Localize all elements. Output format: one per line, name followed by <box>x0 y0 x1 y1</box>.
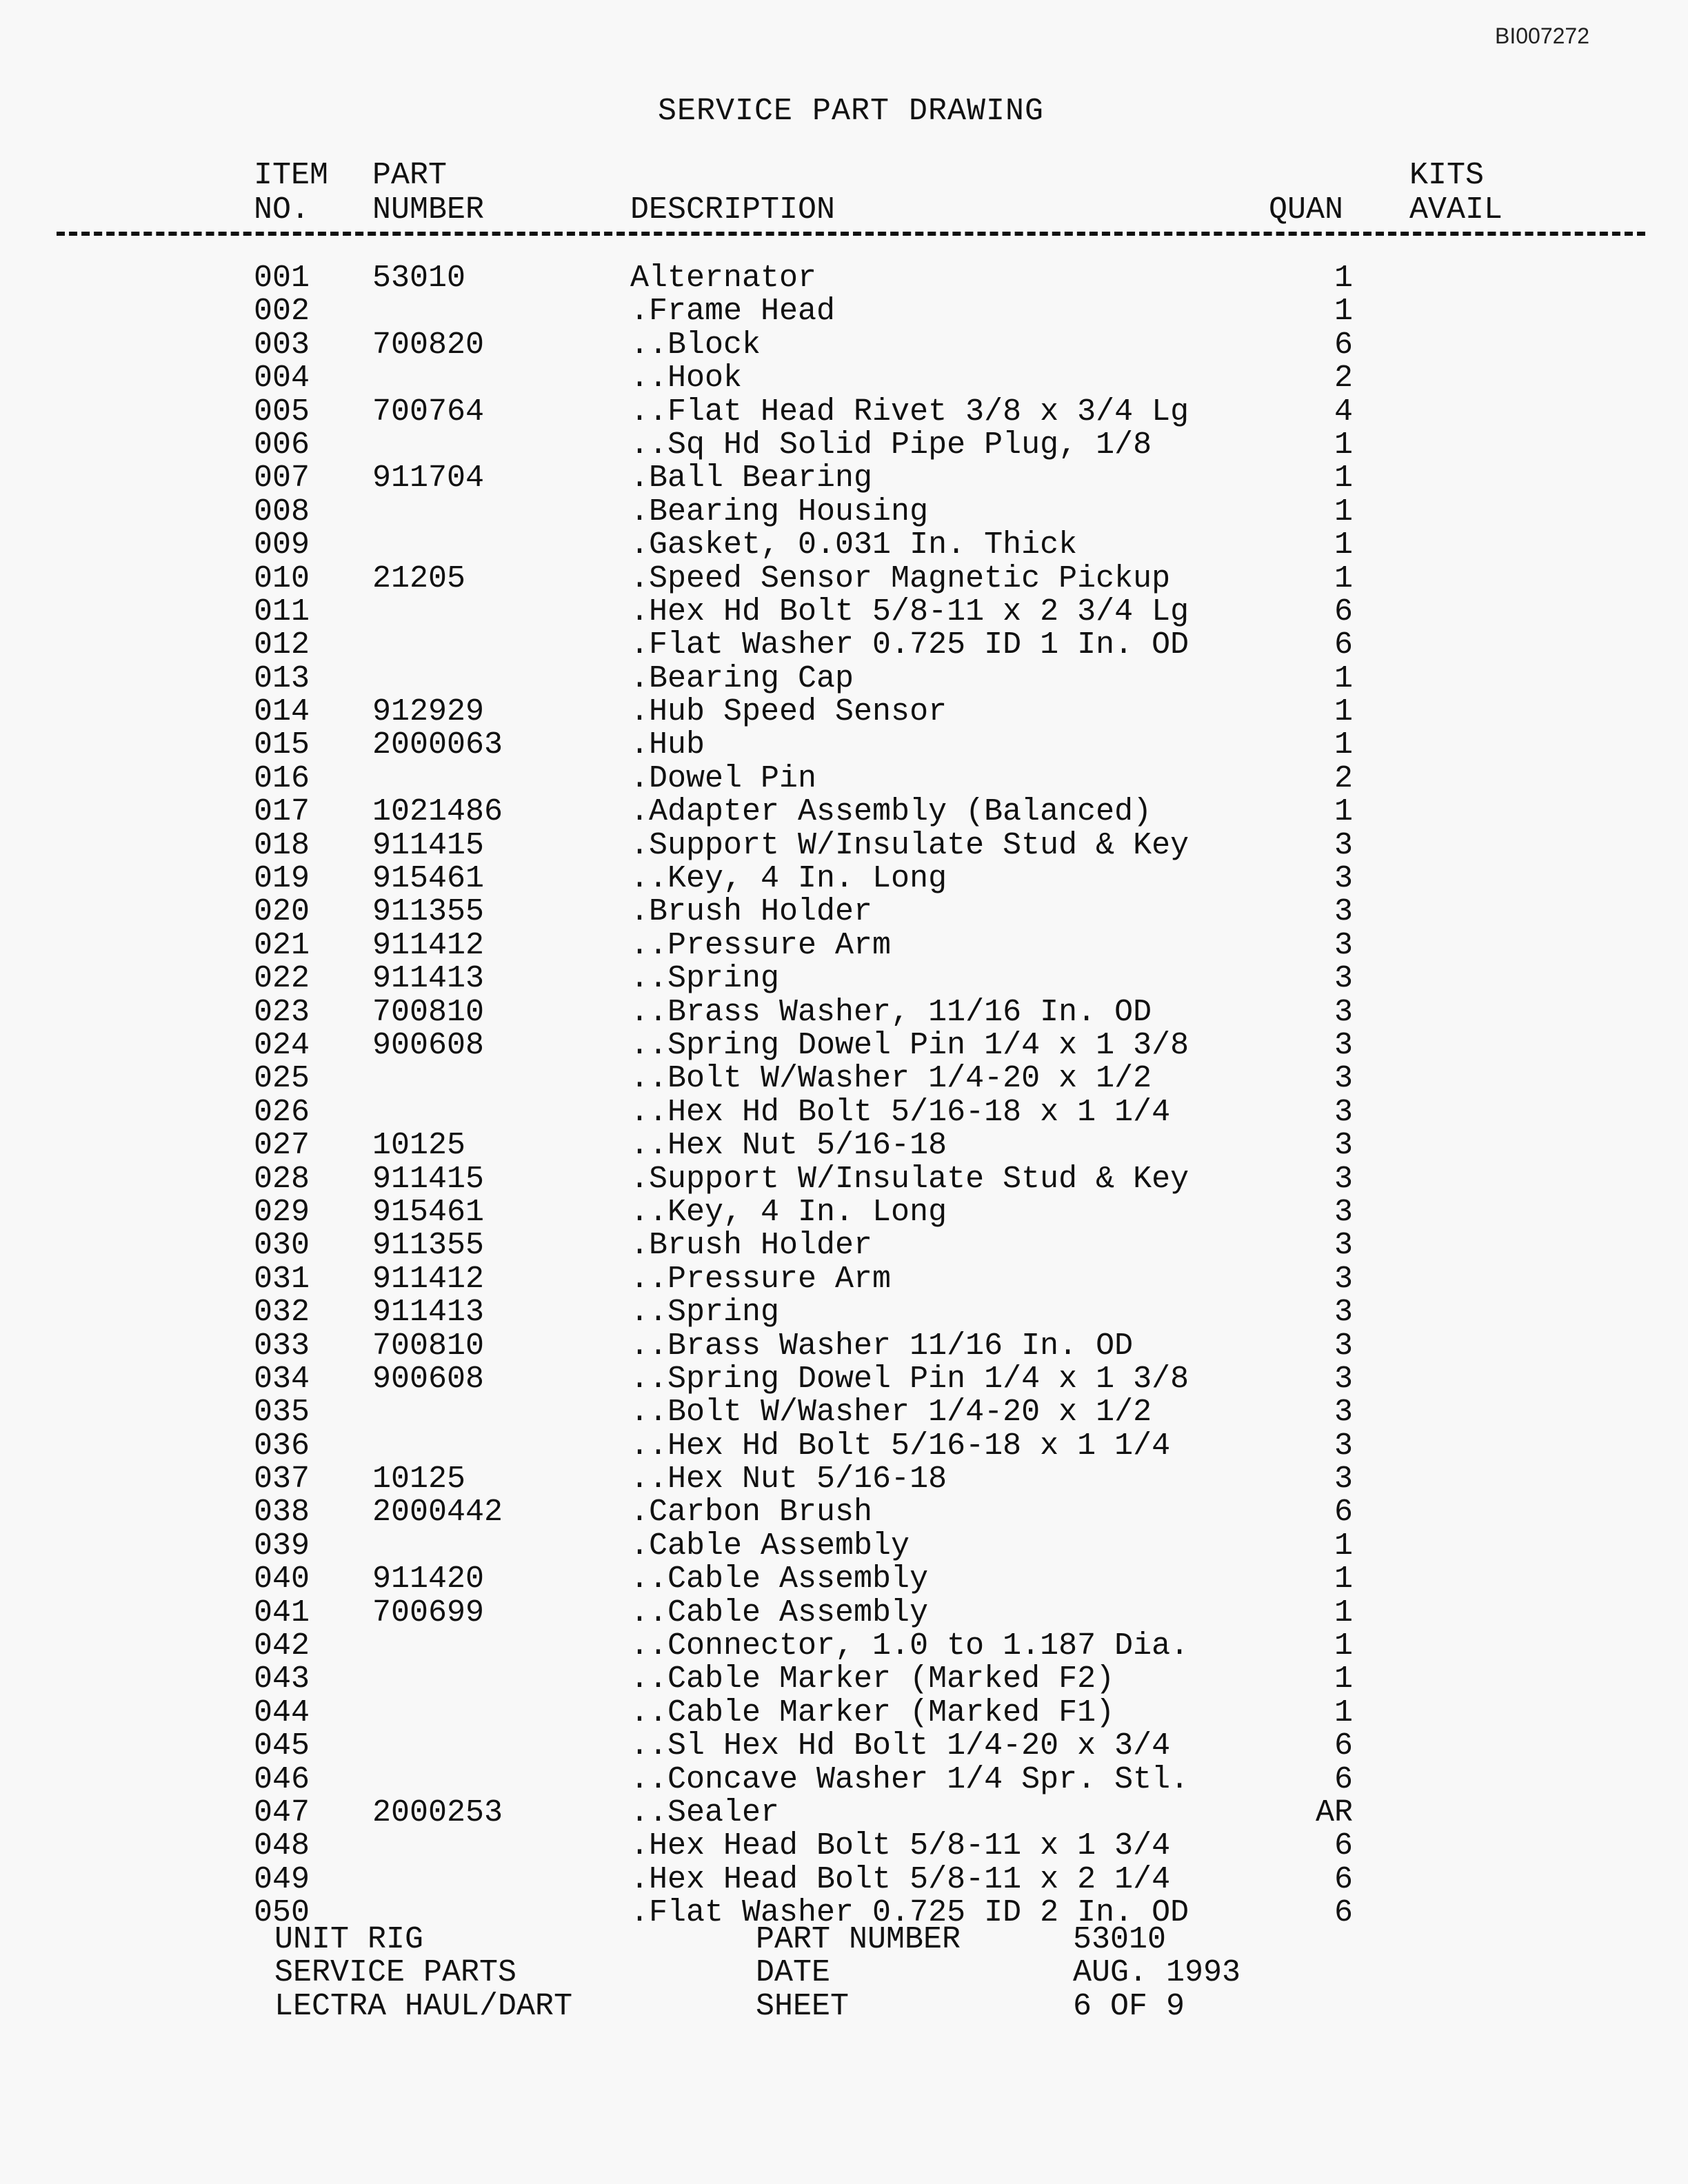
item-number: 013 <box>254 660 310 696</box>
part-description: ..Brass Washer, 11/16 In. OD <box>630 994 1152 1030</box>
part-number: 10125 <box>372 1128 466 1164</box>
item-number: 032 <box>254 1295 310 1331</box>
item-number: 042 <box>254 1628 310 1664</box>
title-block-row <box>0 1957 1688 1990</box>
table-row <box>0 295 1688 328</box>
table-row <box>0 1563 1688 1596</box>
header-divider <box>57 232 1645 236</box>
item-number: 018 <box>254 827 310 863</box>
table-row <box>0 1396 1688 1429</box>
table-row <box>0 329 1688 362</box>
quantity: 3 <box>1334 1094 1353 1130</box>
quantity: 2 <box>1334 361 1353 396</box>
quantity: 1 <box>1334 461 1353 496</box>
page-title: SERVICE PART DRAWING <box>657 94 1045 129</box>
part-number: 912929 <box>372 694 485 730</box>
item-number: 038 <box>254 1495 310 1530</box>
item-number: 046 <box>254 1761 310 1797</box>
part-number: 700810 <box>372 994 485 1030</box>
item-number: 043 <box>254 1661 310 1697</box>
item-number: 016 <box>254 760 310 796</box>
item-number: 009 <box>254 527 310 563</box>
part-number: 700820 <box>372 327 485 363</box>
part-number: 911420 <box>372 1561 485 1597</box>
title-block-row <box>0 1923 1688 1957</box>
part-description: ..Hex Nut 5/16-18 <box>630 1462 947 1497</box>
quantity: 1 <box>1334 294 1353 330</box>
quantity: 6 <box>1334 1861 1353 1897</box>
part-number: 911413 <box>372 961 485 997</box>
item-number: 010 <box>254 560 310 596</box>
part-description: .Cable Assembly <box>630 1528 910 1564</box>
title-block <box>0 1923 1688 2023</box>
item-number: 028 <box>254 1161 310 1197</box>
item-number: 048 <box>254 1828 310 1864</box>
table-row <box>0 1730 1688 1763</box>
table-row <box>0 1794 1688 1830</box>
part-number-label: PART NUMBER <box>756 1922 961 1957</box>
table-row <box>0 362 1688 395</box>
part-description: .Ball Bearing <box>630 461 873 496</box>
part-description: ..Spring <box>630 961 780 997</box>
item-number: 017 <box>254 794 310 830</box>
table-row <box>0 429 1688 462</box>
table-row <box>0 1363 1688 1396</box>
part-description: .Speed Sensor Magnetic Pickup <box>630 560 1171 596</box>
date-value: AUG. 1993 <box>1073 1955 1241 1991</box>
quantity: 1 <box>1334 1628 1353 1664</box>
header-quantity: QUAN <box>1269 192 1344 228</box>
quantity: 3 <box>1334 1395 1353 1430</box>
item-number: 029 <box>254 1194 310 1230</box>
part-description: .Dowel Pin <box>630 760 817 796</box>
quantity: 3 <box>1334 927 1353 963</box>
part-number: 911412 <box>372 927 485 963</box>
table-row <box>0 529 1688 562</box>
quantity: 1 <box>1334 427 1353 463</box>
part-description: ..Key, 4 In. Long <box>630 1194 947 1230</box>
part-number: 2000063 <box>372 727 503 763</box>
item-number: 026 <box>254 1094 310 1130</box>
part-description: ..Block <box>630 327 761 363</box>
quantity: 3 <box>1334 894 1353 930</box>
product-name: LECTRA HAUL/DART <box>274 1988 573 2024</box>
table-row <box>0 462 1688 495</box>
sheet-label: SHEET <box>756 1988 850 2024</box>
item-number: 005 <box>254 394 310 429</box>
part-description: ..Spring Dowel Pin 1/4 x 1 3/8 <box>630 1361 1189 1397</box>
part-number: 911704 <box>372 461 485 496</box>
quantity: 1 <box>1334 1695 1353 1730</box>
quantity: 1 <box>1334 261 1353 296</box>
table-row <box>0 1630 1688 1663</box>
item-number: 023 <box>254 994 310 1030</box>
table-row <box>0 696 1688 729</box>
department-name: SERVICE PARTS <box>274 1955 517 1991</box>
part-number: 911355 <box>372 894 485 930</box>
item-number: 014 <box>254 694 310 730</box>
item-number: 022 <box>254 961 310 997</box>
part-number: 915461 <box>372 1194 485 1230</box>
part-description: ..Cable Marker (Marked F2) <box>630 1661 1115 1697</box>
part-description: .Hub Speed Sensor <box>630 694 947 730</box>
part-description: ..Bolt W/Washer 1/4-20 x 1/2 <box>630 1061 1152 1097</box>
quantity: 1 <box>1334 660 1353 696</box>
table-row <box>0 496 1688 529</box>
part-number: 10125 <box>372 1462 466 1497</box>
part-description: ..Sl Hex Hd Bolt 1/4-20 x 3/4 <box>630 1728 1171 1764</box>
part-description: .Frame Head <box>630 294 836 330</box>
part-description: ..Key, 4 In. Long <box>630 861 947 897</box>
sheet-value: 6 OF 9 <box>1073 1988 1185 2024</box>
part-description: .Bearing Cap <box>630 660 854 696</box>
quantity: 1 <box>1334 527 1353 563</box>
item-number: 008 <box>254 494 310 529</box>
item-number: 011 <box>254 594 310 629</box>
quantity: 1 <box>1334 1661 1353 1697</box>
quantity: 3 <box>1334 1462 1353 1497</box>
quantity: 3 <box>1334 1261 1353 1297</box>
table-row <box>0 1263 1688 1296</box>
table-row <box>0 1663 1688 1696</box>
part-description: ..Sq Hd Solid Pipe Plug, 1/8 <box>630 427 1152 463</box>
table-row <box>0 629 1688 662</box>
part-description: ..Brass Washer 11/16 In. OD <box>630 1328 1134 1364</box>
part-description: ..Cable Assembly <box>630 1595 929 1630</box>
company-name: UNIT RIG <box>274 1922 424 1957</box>
quantity: 1 <box>1334 1528 1353 1564</box>
header-description: DESCRIPTION <box>630 192 836 228</box>
table-row <box>0 1830 1688 1863</box>
quantity: 3 <box>1334 1361 1353 1397</box>
table-row <box>0 560 1688 596</box>
part-description: ..Concave Washer 1/4 Spr. Stl. <box>630 1761 1189 1797</box>
item-number: 007 <box>254 461 310 496</box>
quantity: 3 <box>1334 827 1353 863</box>
quantity: 1 <box>1334 794 1353 830</box>
quantity: 6 <box>1334 594 1353 629</box>
table-row <box>0 1530 1688 1563</box>
item-number: 015 <box>254 727 310 763</box>
part-number: 915461 <box>372 861 485 897</box>
quantity: 6 <box>1334 1828 1353 1864</box>
quantity: 6 <box>1334 327 1353 363</box>
table-row <box>0 1029 1688 1062</box>
table-row <box>0 1196 1688 1229</box>
quantity: 3 <box>1334 1027 1353 1063</box>
table-row <box>0 1296 1688 1329</box>
table-row <box>0 1129 1688 1162</box>
part-description: .Bearing Housing <box>630 494 929 529</box>
item-number: 030 <box>254 1228 310 1264</box>
table-row <box>0 1763 1688 1797</box>
part-description: ..Pressure Arm <box>630 927 892 963</box>
parts-table <box>0 262 1688 1930</box>
item-number: 024 <box>254 1027 310 1063</box>
part-description: .Hex Head Bolt 5/8-11 x 1 3/4 <box>630 1828 1171 1864</box>
part-description: .Hub <box>630 727 705 763</box>
quantity: 3 <box>1334 1328 1353 1364</box>
table-row <box>0 962 1688 995</box>
part-description: .Adapter Assembly (Balanced) <box>630 794 1152 830</box>
part-number: 2000442 <box>372 1495 503 1530</box>
item-number: 002 <box>254 294 310 330</box>
part-number: 1021486 <box>372 794 503 830</box>
item-number: 019 <box>254 861 310 897</box>
quantity: 3 <box>1334 861 1353 897</box>
item-number: 025 <box>254 1061 310 1097</box>
table-row <box>0 1463 1688 1496</box>
table-row <box>0 262 1688 295</box>
quantity: 1 <box>1334 1595 1353 1630</box>
part-description: .Brush Holder <box>630 1228 873 1264</box>
item-number: 049 <box>254 1861 310 1897</box>
item-number: 050 <box>254 1895 310 1931</box>
quantity: 6 <box>1334 627 1353 663</box>
table-row <box>0 796 1688 829</box>
part-number: 911415 <box>372 1161 485 1197</box>
quantity: 6 <box>1334 1728 1353 1764</box>
table-row <box>0 896 1688 929</box>
quantity: 1 <box>1334 694 1353 730</box>
title-block-row <box>0 1990 1688 2023</box>
quantity: 3 <box>1334 1428 1353 1464</box>
item-number: 035 <box>254 1395 310 1430</box>
part-description: ..Cable Assembly <box>630 1561 929 1597</box>
part-number: 911412 <box>372 1261 485 1297</box>
quantity: 3 <box>1334 994 1353 1030</box>
table-row <box>0 1597 1688 1630</box>
part-description: .Gasket, 0.031 In. Thick <box>630 527 1078 563</box>
item-number: 040 <box>254 1561 310 1597</box>
part-description: ..Sealer <box>630 1794 780 1830</box>
quantity: AR <box>1315 1794 1353 1830</box>
part-description: ..Hex Hd Bolt 5/16-18 x 1 1/4 <box>630 1094 1171 1130</box>
item-number: 036 <box>254 1428 310 1464</box>
item-number: 047 <box>254 1794 310 1830</box>
part-number: 700764 <box>372 394 485 429</box>
item-number: 027 <box>254 1128 310 1164</box>
part-number: 53010 <box>372 261 466 296</box>
part-number: 911415 <box>372 827 485 863</box>
quantity: 1 <box>1334 1561 1353 1597</box>
table-row <box>0 1496 1688 1529</box>
part-description: Alternator <box>630 261 817 296</box>
item-number: 003 <box>254 327 310 363</box>
item-number: 031 <box>254 1261 310 1297</box>
quantity: 2 <box>1334 760 1353 796</box>
item-number: 004 <box>254 361 310 396</box>
part-number: 900608 <box>372 1027 485 1063</box>
table-row <box>0 1163 1688 1196</box>
header-kits-line2: AVAIL <box>1409 192 1503 228</box>
part-number: 2000253 <box>372 1794 503 1830</box>
part-description: ..Bolt W/Washer 1/4-20 x 1/2 <box>630 1395 1152 1430</box>
item-number: 020 <box>254 894 310 930</box>
document-id: BI007272 <box>1495 23 1590 48</box>
part-description: ..Spring <box>630 1295 780 1331</box>
part-number: 911413 <box>372 1295 485 1331</box>
part-description: ..Connector, 1.0 to 1.187 Dia. <box>630 1628 1189 1664</box>
part-number: 700699 <box>372 1595 485 1630</box>
quantity: 3 <box>1334 1061 1353 1097</box>
item-number: 041 <box>254 1595 310 1630</box>
quantity: 3 <box>1334 1128 1353 1164</box>
item-number: 037 <box>254 1462 310 1497</box>
item-number: 045 <box>254 1728 310 1764</box>
quantity: 1 <box>1334 727 1353 763</box>
part-description: ..Spring Dowel Pin 1/4 x 1 3/8 <box>630 1027 1189 1063</box>
part-number-value: 53010 <box>1073 1922 1167 1957</box>
part-description: ..Hex Hd Bolt 5/16-18 x 1 1/4 <box>630 1428 1171 1464</box>
item-number: 021 <box>254 927 310 963</box>
part-description: ..Flat Head Rivet 3/8 x 3/4 Lg <box>630 394 1189 429</box>
table-row <box>0 762 1688 796</box>
part-description: ..Hex Nut 5/16-18 <box>630 1128 947 1164</box>
item-number: 034 <box>254 1361 310 1397</box>
quantity: 1 <box>1334 494 1353 529</box>
header-kits-line1: KITS <box>1409 158 1485 193</box>
quantity: 6 <box>1334 1495 1353 1530</box>
table-row <box>0 929 1688 962</box>
part-description: .Hex Hd Bolt 5/8-11 x 2 3/4 Lg <box>630 594 1189 629</box>
item-number: 044 <box>254 1695 310 1730</box>
part-description: .Flat Washer 0.725 ID 1 In. OD <box>630 627 1189 663</box>
part-description: ..Hook <box>630 361 743 396</box>
part-number: 911355 <box>372 1228 485 1264</box>
table-row <box>0 862 1688 896</box>
table-row <box>0 829 1688 862</box>
table-row <box>0 1330 1688 1363</box>
quantity: 4 <box>1334 394 1353 429</box>
part-description: .Support W/Insulate Stud & Key <box>630 827 1189 863</box>
table-row <box>0 596 1688 629</box>
part-description: .Support W/Insulate Stud & Key <box>630 1161 1189 1197</box>
table-row <box>0 396 1688 429</box>
item-number: 001 <box>254 261 310 296</box>
quantity: 3 <box>1334 961 1353 997</box>
quantity: 3 <box>1334 1295 1353 1331</box>
table-row <box>0 1430 1688 1463</box>
header-item-line2: NO. <box>254 192 310 228</box>
table-row <box>0 660 1688 696</box>
item-number: 033 <box>254 1328 310 1364</box>
table-row <box>0 729 1688 762</box>
quantity: 3 <box>1334 1194 1353 1230</box>
table-row <box>0 1863 1688 1897</box>
part-description: .Carbon Brush <box>630 1495 873 1530</box>
item-number: 006 <box>254 427 310 463</box>
part-description: .Hex Head Bolt 5/8-11 x 2 1/4 <box>630 1861 1171 1897</box>
table-row <box>0 1229 1688 1262</box>
part-description: .Flat Washer 0.725 ID 2 In. OD <box>630 1895 1189 1931</box>
table-row <box>0 1697 1688 1730</box>
part-description: .Brush Holder <box>630 894 873 930</box>
quantity: 3 <box>1334 1161 1353 1197</box>
item-number: 039 <box>254 1528 310 1564</box>
part-number: 900608 <box>372 1361 485 1397</box>
date-label: DATE <box>756 1955 831 1991</box>
quantity: 1 <box>1334 560 1353 596</box>
part-number: 21205 <box>372 560 466 596</box>
header-part-line2: NUMBER <box>372 192 485 228</box>
quantity: 6 <box>1334 1895 1353 1931</box>
quantity: 6 <box>1334 1761 1353 1797</box>
table-row <box>0 996 1688 1029</box>
item-number: 012 <box>254 627 310 663</box>
header-item-line1: ITEM <box>254 158 329 193</box>
table-row <box>0 1096 1688 1129</box>
part-number: 700810 <box>372 1328 485 1364</box>
part-description: ..Pressure Arm <box>630 1261 892 1297</box>
table-row <box>0 1062 1688 1095</box>
part-description: ..Cable Marker (Marked F1) <box>630 1695 1115 1730</box>
header-part-line1: PART <box>372 158 448 193</box>
quantity: 3 <box>1334 1228 1353 1264</box>
